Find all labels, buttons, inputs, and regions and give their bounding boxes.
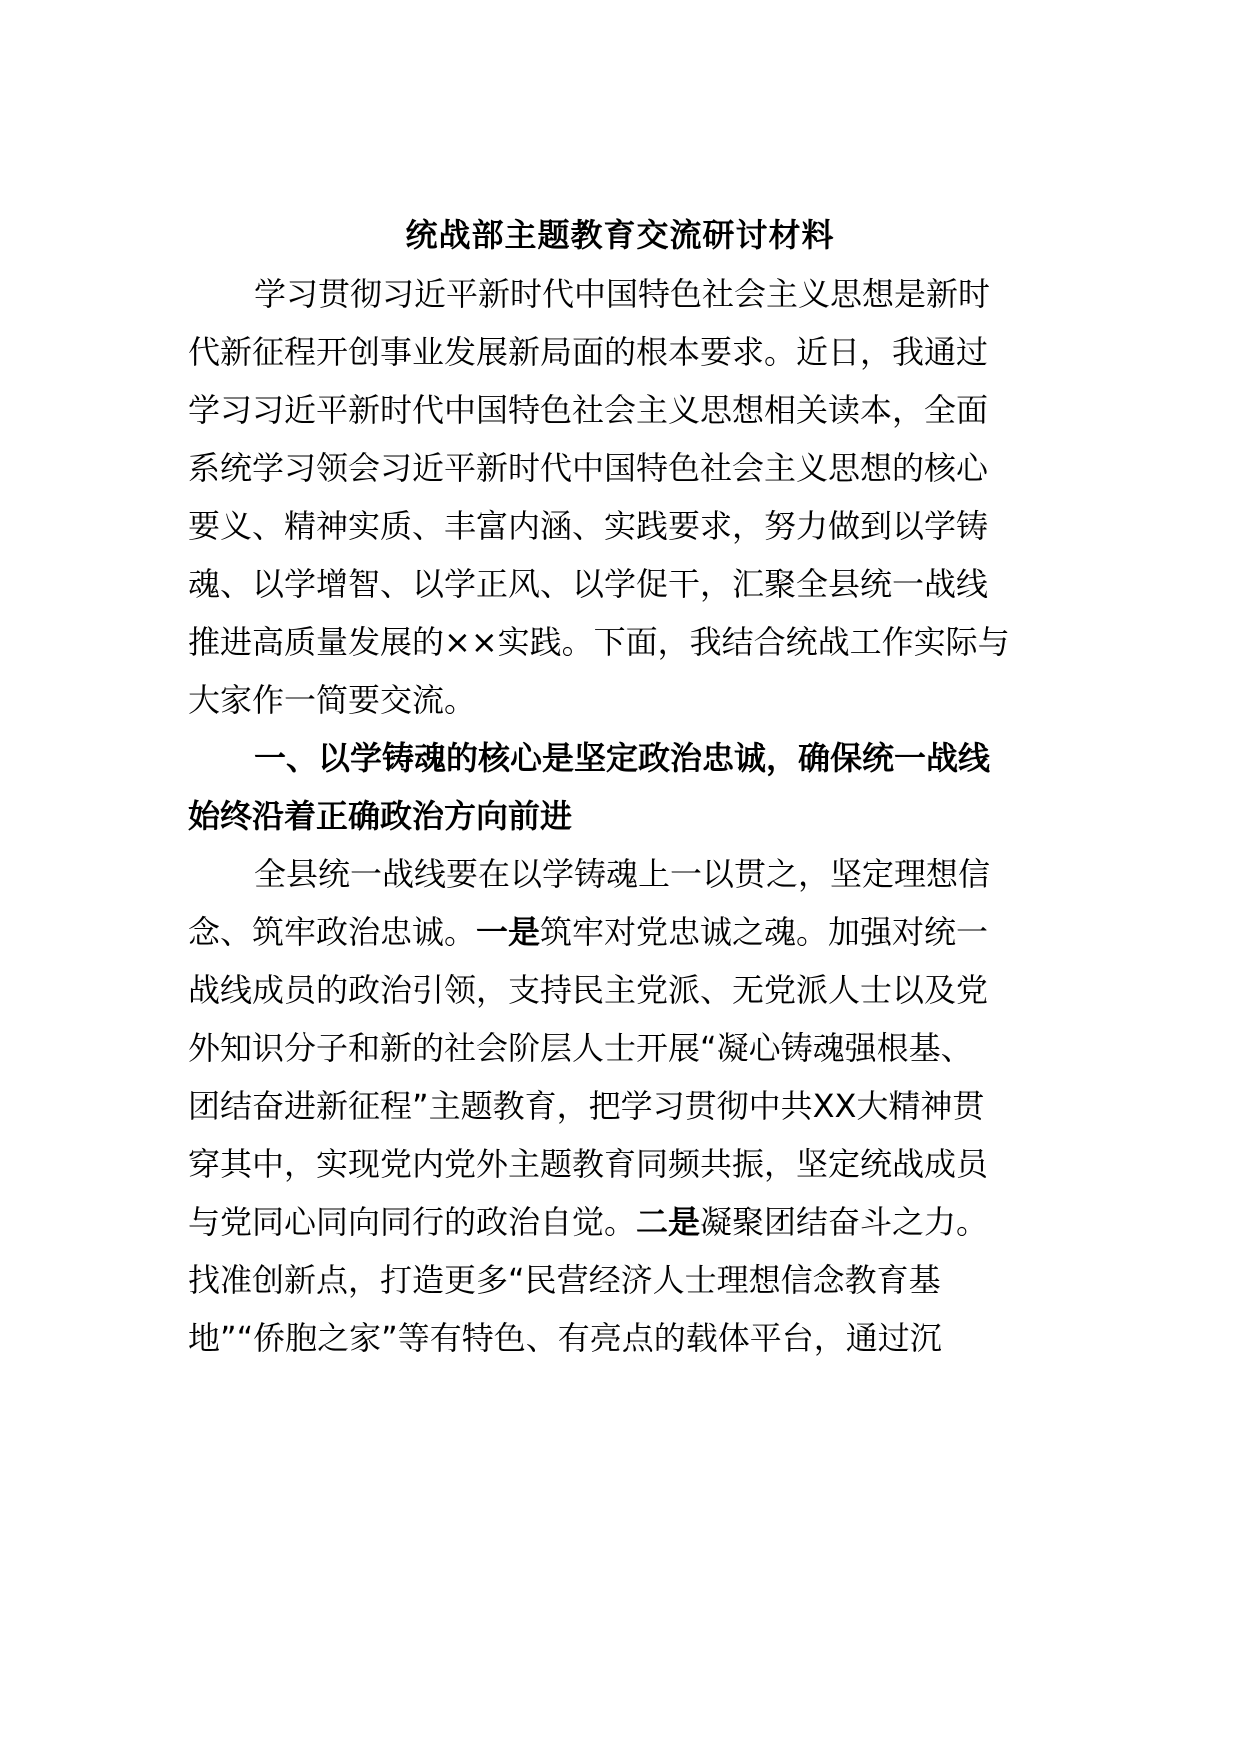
paragraph-line: 团结奋进新征程”主题教育，把学习贯彻中共XX大精神贯	[188, 1087, 985, 1125]
paragraph-line: 穿其中，实现党内党外主题教育同频共振，坚定统战成员	[188, 1145, 989, 1183]
paragraph-line: 代新征程开创事业发展新局面的根本要求。近日，我通过	[188, 333, 989, 371]
line-text: 与党同心同向同行的政治自觉。	[188, 1203, 637, 1241]
paragraph-line: 学习贯彻习近平新时代中国特色社会主义思想是新时	[254, 275, 991, 313]
section-heading-line: 始终沿着正确政治方向前进	[188, 797, 573, 835]
paragraph-line: 找准创新点，打造更多“民营经济人士理想信念教育基	[188, 1261, 941, 1299]
line-text: 筑牢对党忠诚之魂。加强对统一	[540, 913, 989, 951]
paragraph-line: 要义、精神实质、丰富内涵、实践要求，努力做到以学铸	[188, 507, 989, 545]
paragraph-line: 推进高质量发展的××实践。下面，我结合统战工作实际与	[188, 623, 1010, 661]
paragraph-line: 外知识分子和新的社会阶层人士开展“凝心铸魂强根基、	[188, 1029, 973, 1067]
paragraph-line: 全县统一战线要在以学铸魂上一以贯之，坚定理想信	[254, 855, 991, 893]
section-heading-line: 一、以学铸魂的核心是坚定政治忠诚，确保统一战线	[254, 739, 991, 777]
emphasis-one: 一是	[476, 913, 541, 951]
paragraph-line: 大家作一简要交流。	[188, 681, 477, 719]
paragraph-line	[188, 1190, 988, 1255]
paragraph-line: 战线成员的政治引领，支持民主党派、无党派人士以及党	[188, 971, 989, 1009]
paragraph-line: 魂、以学增智、以学正风、以学促干，汇聚全县统一战线	[188, 565, 989, 603]
line-text: 凝聚团结奋斗之力。	[700, 1203, 989, 1241]
paragraph-line: 系统学习领会习近平新时代中国特色社会主义思想的核心	[188, 449, 989, 487]
line-text: 念、筑牢政治忠诚。	[188, 913, 477, 951]
paragraph-line: 学习习近平新时代中国特色社会主义思想相关读本，全面	[188, 391, 989, 429]
document-title: 统战部主题教育交流研讨材料	[405, 216, 835, 254]
emphasis-two: 二是	[636, 1203, 701, 1241]
paragraph-line: 地”“侨胞之家”等有特色、有亮点的载体平台，通过沉	[188, 1319, 942, 1357]
paragraph-line	[188, 900, 988, 965]
